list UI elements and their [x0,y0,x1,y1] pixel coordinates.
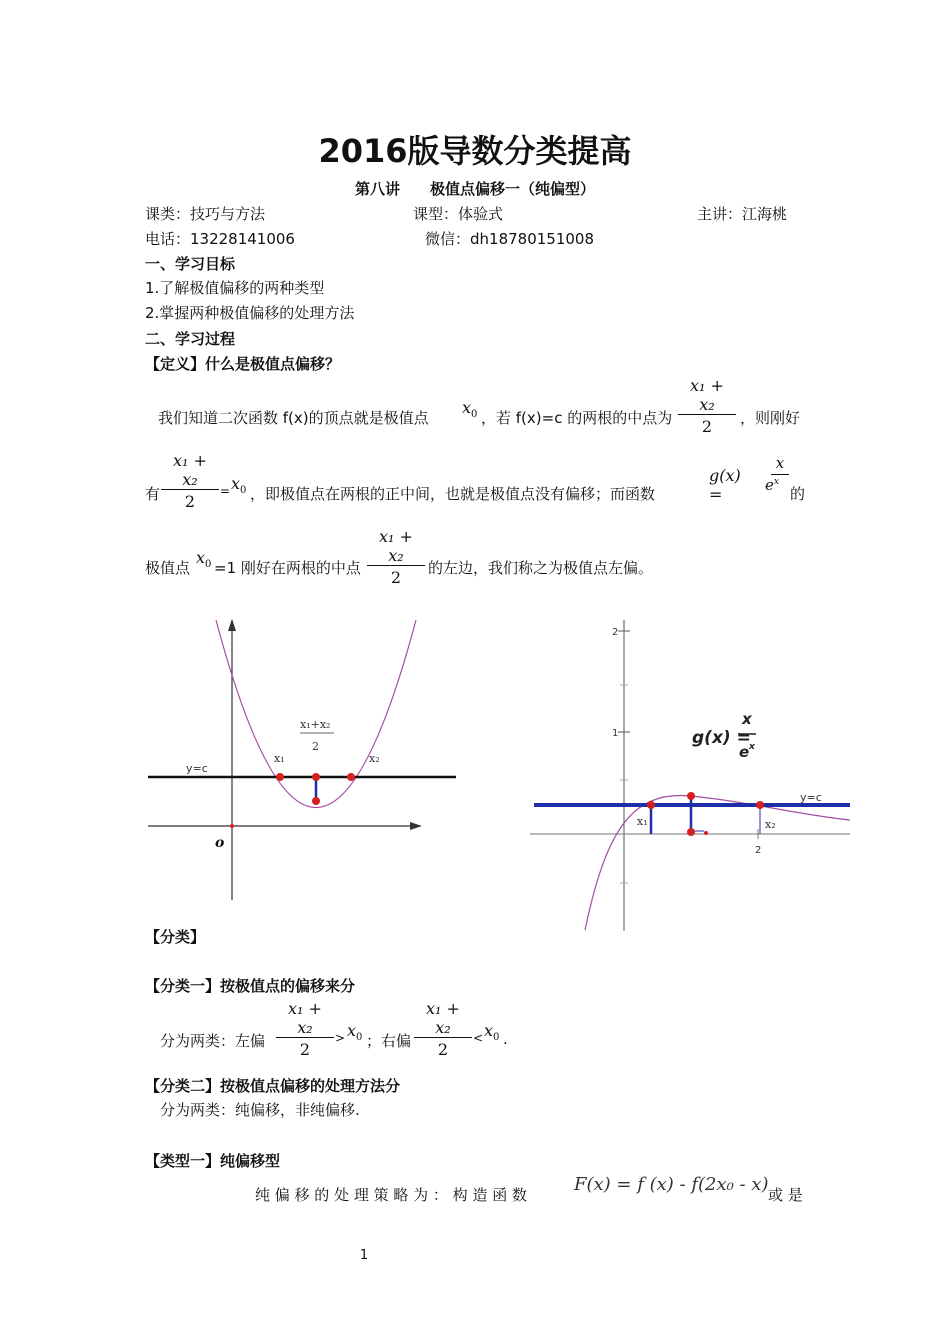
label-x1: x₁ [274,752,285,765]
para1-text-a: 我们知道二次函数 f(x)的顶点就是极值点 [158,409,429,427]
document-title: 2016版导数分类提高 [318,132,632,170]
para2-text-a: 有 [145,485,161,503]
label-x2: x₂ [765,818,776,831]
fraction-midpoint: $\frac{\text{x₁ + x₂}}{2}$ [276,999,334,1059]
extremum-point [687,792,695,800]
label-mid-num: x₁+x₂ [300,718,331,731]
root-x1-point [276,773,284,781]
class1-text-e: . [503,1030,508,1048]
greater-than: > [335,1031,346,1045]
goal-item-1: 1.了解极值偏移的两种类型 [145,279,325,297]
math-x0: $x_0$ [196,548,212,571]
course-type: 课类：技巧与方法 [145,205,266,223]
para2-text-d: 的 [790,485,806,503]
gx-label-lhs: g(x) = [692,728,751,748]
definition-heading: 【定义】什么是极值点偏移？ [145,355,341,373]
page-number: 1 [359,1248,369,1263]
lecture-subtitle: 第八讲 极值点偏移一（纯偏型） [354,180,595,198]
y-axis-arrow [228,619,236,631]
section-heading-process: 二、学习过程 [145,330,236,348]
origin-point [230,824,234,828]
midpoint-point [312,773,320,781]
tick-x-2: 2 [755,845,762,856]
label-x2: x₂ [369,752,380,765]
midpoint-foot-point [704,831,708,835]
teacher: 主讲：江海桃 [697,205,788,223]
para3-text-c: 的左边，我们称之为极值点左偏。 [428,559,654,577]
tick-y-2: 2 [612,627,619,638]
gx-label-num: x [742,710,752,728]
gx-label-den: e [739,743,750,761]
classification-2-heading: 【分类二】按极值点偏移的处理方法分 [145,1077,401,1095]
type1-end: 或 是 [768,1186,803,1204]
math-x0: $x_0$ [462,398,478,421]
root-x1-point [647,801,655,809]
parabola-figure [140,615,470,910]
classification-1-heading: 【分类一】按极值点的偏移来分 [145,977,356,995]
phone: 电话：13228141006 [145,230,295,248]
para1-text-c: ，则刚好 [740,409,801,427]
type1-heading: 【类型一】纯偏移型 [145,1152,281,1170]
fraction-midpoint: $\frac{\text{x₁ + x₂}}{2}$ [678,376,736,436]
para2-text-c: ，即极值点在两根的正中间，也就是极值点没有偏移；而函数 [250,485,656,503]
math-x0: $x_0$ [347,1021,363,1044]
type1-text: 纯 偏 移 的 处 理 策 略 为 ： 构 造 函 数 [255,1186,527,1204]
class1-text-a: 分为两类：左偏 [160,1032,266,1050]
extremum-foot-point [687,828,695,836]
section-heading-goals: 一、学习目标 [145,255,236,273]
fraction-midpoint: $\frac{\text{x₁ + x₂}}{2}$ [367,527,425,587]
root-x2-point [347,773,355,781]
para3-text-a: 极值点 [145,559,191,577]
wechat: 微信：dh18780151008 [425,230,595,248]
label-yc: y=c [800,791,822,804]
gx-label-den-sup: x [749,742,755,752]
gx-figure [530,615,850,933]
vertex-point [312,797,320,805]
class2-text: 分为两类：纯偏移，非纯偏移. [160,1101,360,1119]
gx-curve [585,795,850,930]
root-x2-point [756,801,764,809]
fraction-midpoint: $\frac{\text{x₁ + x₂}}{2}$ [414,999,472,1059]
tick-y-1: 1 [612,728,619,739]
classification-heading: 【分类】 [145,928,206,946]
fraction-midpoint: $\frac{\text{x₁ + x₂}}{2}$ [161,451,219,511]
goal-item-2: 2.掌握两种极值偏移的处理方法 [145,304,355,322]
class1-text-c: ；右偏 [366,1032,412,1050]
para1-text-b: ，若 f(x)=c 的两根的中点为 [481,409,673,427]
lesson-type: 课型：体验式 [413,205,504,223]
x-axis-arrow [410,822,422,830]
label-x1: x₁ [637,815,648,828]
math-x0: $x_0$ [484,1021,500,1044]
para2-equals: = [220,484,231,498]
less-than: < [473,1031,484,1045]
label-yc: y=c [186,762,208,775]
math-x0: $x_0$ [231,474,247,497]
label-origin: o [215,835,225,851]
para3-text-b: =1 刚好在两根的中点 [214,559,361,577]
formula-F: F(x) = f (x) - f(2x₀ - x) [574,1174,769,1195]
label-mid-den: 2 [312,740,319,753]
